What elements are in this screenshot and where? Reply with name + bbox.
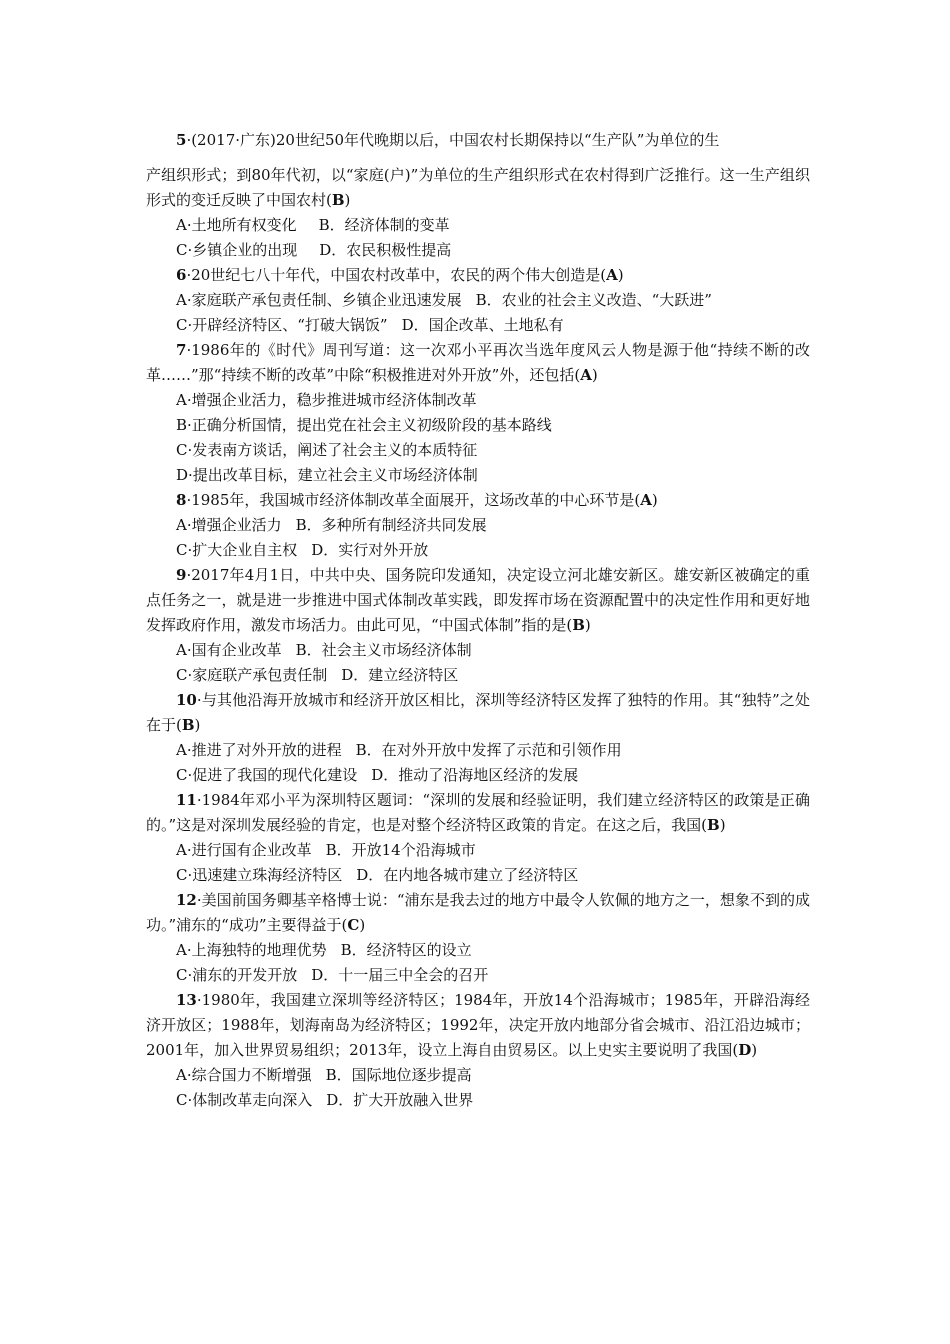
option-b: B．农业的社会主义改造、“大跃进” xyxy=(475,291,712,309)
stem-text: ·1980年，我国建立深圳等经济特区；1984年，开放14个沿海城市；1985年，开辟沿海经济开放区；1988年，划海南岛为经济特区；1992年，决定开放内地部分省会城市、沿江沿边城市；2001年，加入世界贸易组织；2013年，设立上海自由贸易区。以上史实主要说明了我国( xyxy=(146,991,810,1059)
answer-letter: A xyxy=(580,366,592,384)
question-number: 6 xyxy=(176,266,187,284)
answer-letter: A xyxy=(606,266,618,284)
option-row xyxy=(146,938,810,963)
option-row xyxy=(146,863,810,888)
option-a: A·进行国有企业改革 xyxy=(176,841,312,859)
answer-letter: B xyxy=(331,191,345,209)
option-b: B．经济体制的变革 xyxy=(318,216,450,234)
option-d: D．推动了沿海地区经济的发展 xyxy=(371,766,579,784)
option-row xyxy=(146,638,810,663)
question-stem: 10·与其他沿海开放城市和经济开放区相比，深圳等经济特区发挥了独特的作用。其“独特”之处在于(B) xyxy=(146,691,810,734)
question-11 xyxy=(146,788,810,888)
question-10 xyxy=(146,688,810,788)
option-c: C·体制改革走向深入 xyxy=(176,1091,313,1109)
option-row xyxy=(146,538,810,563)
option-b: B．国际地位逐步提高 xyxy=(325,1066,472,1084)
option-row xyxy=(146,213,810,238)
question-stem: 8·1985年，我国城市经济体制改革全面展开，这场改革的中心环节是(A) xyxy=(176,491,658,509)
option-row xyxy=(146,738,810,763)
option-c: C·家庭联产承包责任制 xyxy=(176,666,328,684)
option-row xyxy=(146,763,810,788)
stem-text: ·1985年，我国城市经济体制改革全面展开，这场改革的中心环节是( xyxy=(186,491,641,509)
question-stem: 5·(2017·广东)20世纪50年代晚期以后，中国农村长期保持以“生产队”为单位的生 产组织形式；到80年代初，以“家庭(户)”为单位的生产组织形式在农村得到广泛推行。这一生产组织形式的变迁反映了中国农村(B) xyxy=(146,131,810,209)
question-6 xyxy=(146,263,810,338)
stem-text: ·1986年的《时代》周刊写道：这一次邓小平再次当选年度风云人物是源于他“持续不断的改革……”那“持续不断的改革”中除“积极推进对外开放”外，还包括( xyxy=(146,341,810,384)
option-d: D．实行对外开放 xyxy=(311,541,429,559)
stem-text: ·20世纪七八十年代，中国农村改革中，农民的两个伟大创造是( xyxy=(186,266,607,284)
option-c: C·乡镇企业的出现 xyxy=(176,241,298,259)
option-a: A·上海独特的地理优势 xyxy=(176,941,327,959)
option-row xyxy=(146,288,810,313)
answer-letter: D xyxy=(738,1041,752,1059)
option-d: D．农民积极性提高 xyxy=(319,241,452,259)
stem-text: ·与其他沿海开放城市和经济开放区相比，深圳等经济特区发挥了独特的作用。其“独特”之处在于( xyxy=(146,691,810,734)
question-stem: 11·1984年邓小平为深圳特区题词：“深圳的发展和经验证明，我们建立经济特区的政策是正确的。”这是对深圳发展经验的肯定，也是对整个经济特区政策的肯定。在这之后，我国(B) xyxy=(146,791,810,834)
option-row xyxy=(146,838,810,863)
question-stem: 7·1986年的《时代》周刊写道：这一次邓小平再次当选年度风云人物是源于他“持续不断的改革……”那“持续不断的改革”中除“积极推进对外开放”外，还包括(A) xyxy=(146,341,810,384)
question-8 xyxy=(146,488,810,563)
option-row xyxy=(146,463,810,488)
answer-letter: B xyxy=(707,816,720,834)
option-b: B．在对外开放中发挥了示范和引领作用 xyxy=(355,741,622,759)
option-d: D．十一届三中全会的召开 xyxy=(311,966,489,984)
question-number: 13 xyxy=(176,991,197,1009)
answer-letter: C xyxy=(347,916,360,934)
option-row xyxy=(146,1088,810,1113)
stem-text: ·1984年邓小平为深圳特区题词：“深圳的发展和经验证明，我们建立经济特区的政策是正确的。”这是对深圳发展经验的肯定，也是对整个经济特区政策的肯定。在这之后，我国( xyxy=(146,791,810,834)
question-stem: 9·2017年4月1日，中共中央、国务院印发通知，决定设立河北雄安新区。雄安新区被确定的重点任务之一，就是进一步推进中国式体制改革实践，即发挥市场在资源配置中的决定性作用和更好地发挥政府作用，激发市场活力。由此可见，“中国式体制”指的是(B) xyxy=(146,566,810,634)
option-c: C·促进了我国的现代化建设 xyxy=(176,766,358,784)
answer-letter: A xyxy=(640,491,652,509)
option-d: D．国企改革、土地私有 xyxy=(401,316,564,334)
option-a: A·国有企业改革 xyxy=(176,641,282,659)
option-row xyxy=(146,413,810,438)
question-number: 9 xyxy=(176,566,187,584)
option-row xyxy=(146,438,810,463)
question-9 xyxy=(146,563,810,688)
option-a: A·增强企业活力，稳步推进城市经济体制改革 xyxy=(176,391,477,409)
question-12 xyxy=(146,888,810,988)
option-c: C·浦东的开发开放 xyxy=(176,966,298,984)
option-d: D．建立经济特区 xyxy=(341,666,459,684)
question-stem: 13·1980年，我国建立深圳等经济特区；1984年，开放14个沿海城市；1985年，开辟沿海经济开放区；1988年，划海南岛为经济特区；1992年，决定开放内地部分省会城市、沿江沿边城市；2001年，加入世界贸易组织；2013年，设立上海自由贸易区。以上史实主要说明了我国(D) xyxy=(146,991,810,1059)
question-stem: 12·美国前国务卿基辛格博士说：“浦东是我去过的地方中最令人钦佩的地方之一，想象不到的成功。”浦东的“成功”主要得益于(C) xyxy=(146,891,810,934)
option-row xyxy=(146,238,810,263)
stem-text: ·美国前国务卿基辛格博士说：“浦东是我去过的地方中最令人钦佩的地方之一，想象不到的成功。”浦东的“成功”主要得益于( xyxy=(146,891,810,934)
option-c: C·发表南方谈话，阐述了社会主义的本质特征 xyxy=(176,441,478,459)
document-page xyxy=(146,128,810,1113)
stem-text: ·2017年4月1日，中共中央、国务院印发通知，决定设立河北雄安新区。雄安新区被确定的重点任务之一，就是进一步推进中国式体制改革实践，即发挥市场在资源配置中的决定性作用和更好地发挥政府作用，激发市场活力。由此可见，“中国式体制”指的是( xyxy=(146,566,810,634)
option-a: A·土地所有权变化 xyxy=(176,216,297,234)
option-d: D·提出改革目标，建立社会主义市场经济体制 xyxy=(176,466,478,484)
question-7 xyxy=(146,338,810,488)
option-c: C·迅速建立珠海经济特区 xyxy=(176,866,343,884)
option-c: C·开辟经济特区、“打破大锅饭” xyxy=(176,316,388,334)
option-a: A·增强企业活力 xyxy=(176,516,282,534)
question-13 xyxy=(146,988,810,1113)
answer-letter: B xyxy=(572,616,585,634)
question-5 xyxy=(146,128,810,263)
option-b: B·正确分析国情，提出党在社会主义初级阶段的基本路线 xyxy=(176,416,552,434)
option-row xyxy=(146,513,810,538)
option-a: A·家庭联产承包责任制、乡镇企业迅速发展 xyxy=(176,291,462,309)
option-row xyxy=(146,663,810,688)
option-row xyxy=(146,313,810,338)
question-number: 8 xyxy=(176,491,187,509)
option-b: B．多种所有制经济共同发展 xyxy=(295,516,487,534)
question-number: 11 xyxy=(176,791,197,809)
option-a: A·综合国力不断增强 xyxy=(176,1066,312,1084)
option-d: D．扩大开放融入世界 xyxy=(326,1091,474,1109)
stem-text: 产组织形式；到80年代初，以“家庭(户)”为单位的生产组织形式在农村得到广泛推行。这一生产组织形式的变迁反映了中国农村( xyxy=(146,166,810,209)
question-number: 12 xyxy=(176,891,197,909)
question-stem: 6·20世纪七八十年代，中国农村改革中，农民的两个伟大创造是(A) xyxy=(176,266,624,284)
option-b: B．开放14个沿海城市 xyxy=(325,841,476,859)
answer-letter: B xyxy=(181,716,195,734)
option-b: B．社会主义市场经济体制 xyxy=(295,641,472,659)
stem-text: ·(2017·广东)20世纪50年代晚期以后，中国农村长期保持以“生产队”为单位的生 xyxy=(186,131,720,149)
option-a: A·推进了对外开放的进程 xyxy=(176,741,342,759)
option-row xyxy=(146,963,810,988)
option-c: C·扩大企业自主权 xyxy=(176,541,298,559)
question-number: 5 xyxy=(176,131,187,149)
option-row xyxy=(146,1063,810,1088)
question-number: 7 xyxy=(176,341,187,359)
option-d: D．在内地各城市建立了经济特区 xyxy=(356,866,579,884)
option-b: B．经济特区的设立 xyxy=(340,941,472,959)
question-number: 10 xyxy=(176,691,197,709)
option-row xyxy=(146,388,810,413)
